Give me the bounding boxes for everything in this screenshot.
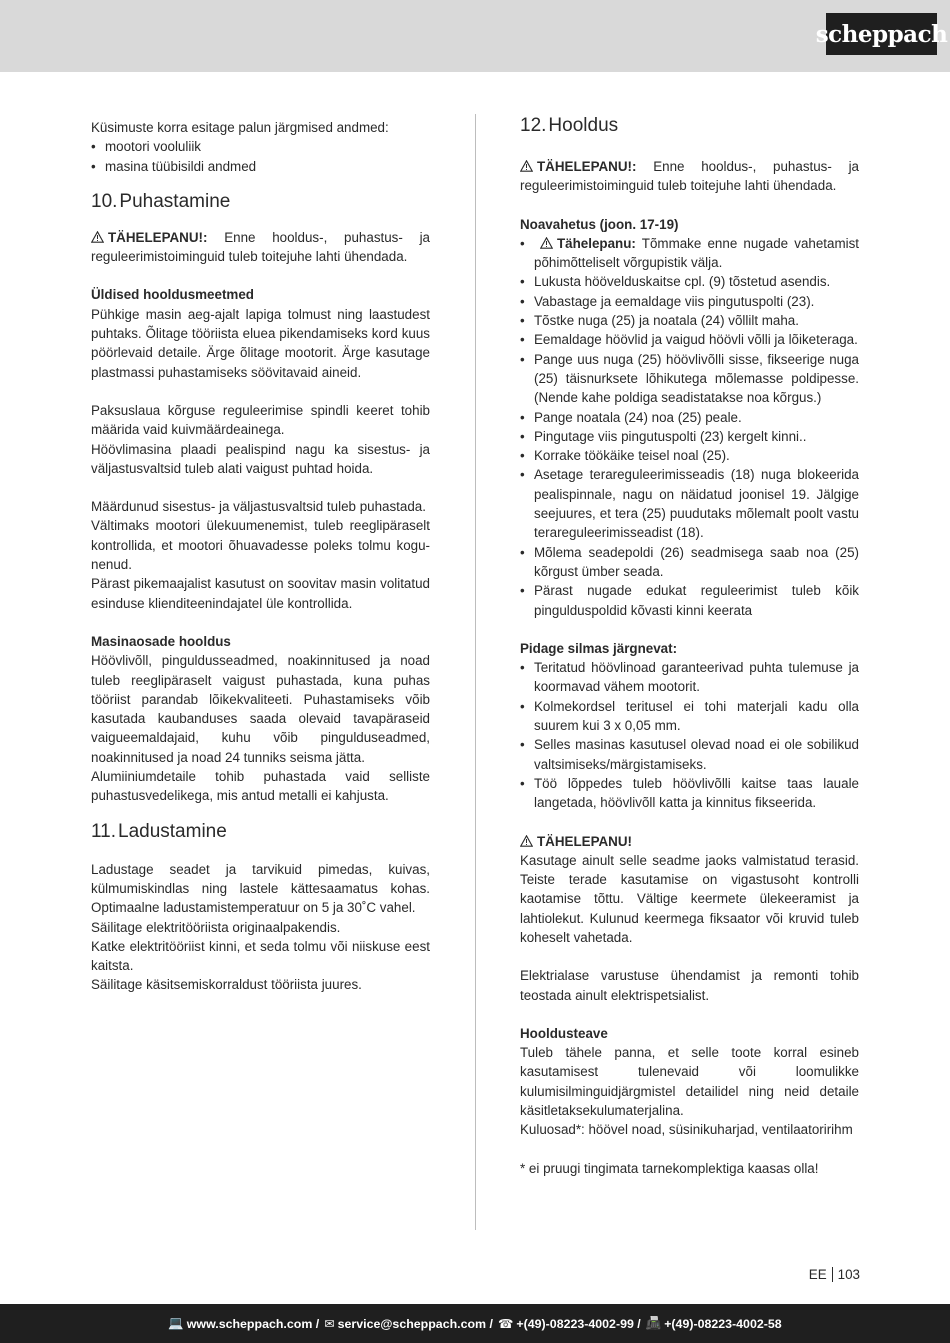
paragraph: Höövlivõll, pinguldusseadmed, noakinnitused ja noad tuleb reeglipäraselt vaigust puhastada, kuna puhas tööriist parandab lõikekvaliteeti. Puhastamiseks võib kasutada kaubanduses saada olevaid tavapäraseid vaigueemaldajaid, kuhu võib pingulduseadmed, noakinnitused ja noad 24 tunniks seisma jätta.	[91, 653, 430, 765]
list-item: • Pärast nugade edukat reguleerimist tuleb kõik pingulduspoldid kõvasti kinni keerata	[520, 583, 859, 618]
list-item: • Teritatud höövlinoad garanteerivad puhta tulemuse ja koormavad vähem mootorit.	[520, 660, 859, 695]
list-item: • Asetage terareguleerimisseadis (18) nuga blokeerida pealispinnale, nagu on näidatud joonisel 19. Jälgige seejuures, et tera (25) puudutaks mõlemalt poolt vastu terareguleerimisseadist (18).	[520, 467, 859, 541]
email-link[interactable]: service@scheppach.com /	[337, 1316, 493, 1331]
list-item: • Lukusta höövelduskaitse cpl. (9) tõstetud asendis.	[520, 274, 831, 290]
parts-maintenance-heading: Masinaosade hooldus	[91, 633, 231, 649]
paragraph: Säilitage käsitsemiskorraldust tööriista juures.	[91, 977, 362, 993]
paragraph: Paksuslaua kõrguse reguleerimise spindli keeret tohib määrida vaid kuivmäärdeainega.	[91, 402, 430, 438]
list-item: • Korrake töökäike teisel noal (25).	[520, 448, 730, 464]
list-item: • Vabastage ja eemaldage viis pingutuspolti (23).	[520, 293, 815, 309]
left-column	[91, 118, 430, 995]
computer-icon: 💻	[168, 1316, 184, 1330]
warning-icon	[540, 237, 553, 249]
general-maintenance-heading: Üldised hooldusmeetmed	[91, 287, 254, 303]
paragraph: Kuluosad*: höövel noad, süsinikuharjad, ventilaatoririhm	[520, 1122, 853, 1138]
intro-list	[91, 137, 430, 176]
note-list	[520, 658, 859, 812]
list-item: • Mõlema seadepoldi (26) seadmisega saab noa (25) kõrgust ümber seada.	[520, 544, 859, 579]
email-icon: ✉	[324, 1317, 335, 1331]
warning-icon	[520, 835, 533, 847]
note-heading: Pidage silmas järgnevat:	[520, 640, 678, 656]
page-number	[800, 1265, 860, 1283]
phone-icon: ☎	[497, 1317, 514, 1331]
service-info-heading: Hooldusteave	[520, 1025, 608, 1041]
intro-text: Küsimuste korra esitage palun järgmised andmed:	[91, 120, 389, 135]
paragraph: Tuleb tähele panna, et selle toote korral esineb kasutamisest tulenevaid või loomulikke kulumisilminguidjärgmistel detailidel ning neid detaile käsitletaksekulumaterjalina.	[520, 1045, 859, 1119]
column-divider	[475, 114, 476, 1230]
paragraph: Katke elektritööriist kinni, et seda tolmu või niiskuse eest kaitsta.	[91, 938, 430, 974]
list-item: • masina tüübisildi andmed	[91, 158, 257, 174]
section-12-warning: TÄHELEPANU!: Enne hooldus-, puhastus- ja reguleerimistoiminguid tuleb toitejuhe lahti ühendada.	[520, 159, 859, 194]
list-item: • Kolmekordsel teritusel ei tohi materjali kadu olla suurem kui 3 x 0,05 mm.	[520, 698, 859, 734]
paragraph: Höövlimasina plaadi pealispind nagu ka sisestus- ja väljastusvaltsid tuleb alati vaigust puhtad hoida.	[91, 441, 430, 476]
list-item: • Tähelepanu: Tõmmake enne nugade vahetamist põhimõtteliselt võrgupistik välja.	[520, 235, 859, 271]
list-item: • mootori vooluliik	[91, 139, 202, 155]
warning-heading: TÄHELEPANU!	[520, 832, 859, 851]
page-num: 103	[837, 1266, 860, 1282]
right-column	[520, 114, 859, 1178]
blade-steps-list	[520, 234, 859, 620]
list-item: • Pingutage viis pingutuspolti (23) kergelt kinni..	[520, 428, 807, 444]
list-item: • Töö lõppedes tuleb höövlivõlli kaitse taas lauale langetada, höövlivõll katta ja kinnitus fikseerida.	[520, 775, 859, 811]
section-10-warning: TÄHELEPANU!: Enne hooldus-, puhastus- ja reguleerimistoiminguid tuleb toitejuhe lahti ühendada.	[91, 229, 430, 265]
section-12-heading: 12. Hooldus	[520, 115, 619, 136]
section-11-heading: 11. Ladustamine	[91, 820, 227, 842]
list-item: • Eemaldage höövlid ja vaigud höövli võlli ja lõiketeraga.	[520, 332, 858, 348]
contact-bar	[0, 1304, 950, 1343]
general-maintenance-text: Pühkige masin aeg-ajalt lapiga tolmust ning laastudest puhtaks. Õlitage tööriista eluea pikendamiseks kord kuus pöörlevaid detaile. Ärge õlitage mootorit. Ärge kasutage plastmassi puhastamiseks söövitavaid aineid.	[91, 306, 430, 380]
list-item: • Pange uus nuga (25) höövlivõlli sisse, fikseerige nuga (25) täisnurksete lõhikutega mõlemasse poldipesse. (Nende kahe poldiga seadistatakse noa kõrgus.)	[520, 351, 859, 406]
paragraph: Kasutage ainult selle seadme jaoks valmistatud terasid. Teiste terade kasutamise on vigastusoht kontrolli kaotamise tõttu. Vältige keermete ülekeeramist ja lahtiolekut. Kulunud keermega fiksaator või kruvid tuleb koheselt vahetada.	[520, 852, 859, 945]
list-item: • Pange noatala (24) noa (25) peale.	[520, 409, 742, 425]
website-link[interactable]: www.scheppach.com /	[186, 1316, 320, 1331]
list-item: • Selles masinas kasutusel olevad noad ei ole sobilikud valtsimiseks/märgistamiseks.	[520, 737, 859, 772]
list-item: • Tõstke nuga (25) ja noatala (24) võllilt maha.	[520, 313, 799, 329]
paragraph: Säilitage elektritööriista originaalpakendis.	[91, 919, 341, 935]
warning-icon	[520, 160, 533, 172]
warning-icon	[91, 231, 104, 243]
language-code: EE	[808, 1266, 827, 1282]
paragraph: Pärast pikemaajalist kasutust on soovitav masin volitatud esinduse klienditeenindajatel üle kontrollida.	[91, 576, 430, 611]
blade-change-heading: Noavahetus (joon. 17-19)	[520, 216, 679, 232]
footnote: * ei pruugi tingimata tarnekomplektiga kaasas olla!	[520, 1160, 819, 1176]
divider	[832, 1267, 833, 1282]
paragraph: Määrdunud sisestus- ja väljastusvaltsid tuleb puhastada.	[91, 499, 426, 515]
paragraph: Vältimaks mootori ülekuumenemist, tuleb reeglipäraselt kontrollida, et mootori õhuavadesse poleks tolmu kogu-nenud.	[91, 518, 430, 573]
phone-number: +(49)-08223-4002-99 /	[516, 1316, 641, 1331]
paragraph: Elektrialase varustuse ühendamist ja remonti tohib teostada ainult elektrispetsialist.	[520, 968, 859, 1003]
paragraph: Alumiiniumdetaile tohib puhastada vaid selliste puhastusvedelikega, mis antud metalli ei kahjusta.	[91, 769, 430, 804]
section-10-heading: 10. Puhastamine	[91, 190, 231, 212]
scheppach-logo: scheppach	[826, 13, 937, 55]
paragraph: Ladustage seadet ja tarvikuid pimedas, kuivas, külmumiskindlas ning lastele kättesaamatus kohas. Optimaalne ladustamistemperatuur on 5 ja 30˚C vahel.	[91, 861, 430, 916]
header-band	[0, 0, 950, 72]
fax-number: +(49)-08223-4002-58	[664, 1316, 782, 1331]
fax-icon: 📠	[645, 1316, 662, 1330]
